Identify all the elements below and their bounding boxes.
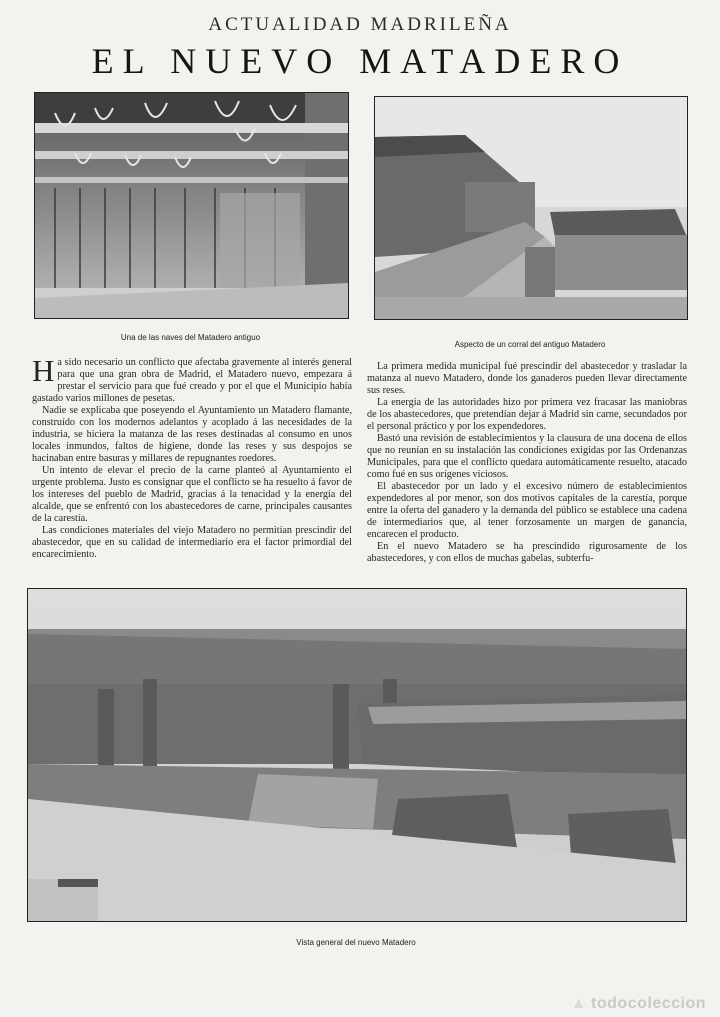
article-paragraph: En el nuevo Matadero se ha prescindido rigurosamente de los abastecedores, y con ellos de muchas gabelas, subterfu- bbox=[367, 541, 687, 564]
article-column-left bbox=[32, 353, 352, 561]
article-paragraph bbox=[32, 353, 352, 405]
dropcap: H bbox=[32, 353, 55, 388]
caption-new-slaughterhouse: Vista general del nuevo Matadero bbox=[296, 938, 416, 947]
photo-new-slaughterhouse bbox=[27, 588, 687, 922]
watermark-badge-icon: ▲ bbox=[570, 995, 588, 1012]
article-paragraph: Bastó una revisión de establecimientos y la clausura de una docena de ellos que no reunían en su instalación las condiciones exigidas por las Ordenanzas Municipales, para que el conflicto quedara automáticamente resuelto, atacado como fué en sus orígenes viciosos. bbox=[367, 433, 687, 480]
caption-old-corral: Aspecto de un corral del antiguo Matadero bbox=[454, 340, 606, 349]
caption-old-hall: Una de las naves del Matadero antiguo bbox=[120, 333, 261, 342]
photo-old-hall bbox=[34, 92, 349, 319]
article-paragraph-text: a sido necesario un conflicto que afectaba gravemente al interés general para que una gran obra de Madrid, el Matadero nuevo, empezara á prestar el servicio para que fué creado y por el que el Municipio había gastado varios millones de pesetas. bbox=[32, 357, 352, 404]
article-paragraph: Las condiciones materiales del viejo Matadero no permitían prescindir del abastecedor, que en su calidad de intermediario era el factor primordial del encarecimiento. bbox=[32, 525, 352, 560]
page-title: EL NUEVO MATADERO bbox=[91, 41, 629, 81]
article-paragraph: La primera medida municipal fué prescindir del abastecedor y trasladar la matanza al nuevo Matadero, donde los ganaderos pueden llevar directamente sus reses. bbox=[367, 361, 687, 396]
article-paragraph: Un intento de elevar el precio de la carne planteó al Ayuntamiento el urgente problema. Justo es consignar que el conflicto se ha resuelto á favor de los intereses del pueblo de Madrid, gracias á la tenacidad y la energía del alcalde, que se enfrentó con los abastecedores de carne, principales causantes de la carestía. bbox=[32, 465, 352, 524]
watermark bbox=[571, 995, 706, 1013]
section-kicker: ACTUALIDAD MADRILEÑA bbox=[208, 14, 512, 35]
article-paragraph: El abastecedor por un lado y el excesivo número de establecimientos expendedores al por menor, son dos motivos capitales de la carestía, porque entre la oferta del ganadero y la demanda del público se establece una cadena de intermediarios que, al tener forzosamente un margen de ganancia, encarecen el producto. bbox=[367, 481, 687, 540]
watermark-text: todocoleccion bbox=[591, 995, 706, 1012]
article-paragraph: La energía de las autoridades hizo por primera vez fracasar las maniobras de los abastecedores, que pretendían dejar á Madrid sin carne, secundados por el personal práctico y por los expendedores. bbox=[367, 397, 687, 432]
article-paragraph: Nadie se explicaba que poseyendo el Ayuntamiento un Matadero flamante, construído con los modernos adelantos y acoplado á las necesidades de la industria, se hiciera la matanza de las reses destinadas al consumo en unos locales inmundos, faltos de higiene, donde las reses y sus despojos se hacinaban entre basuras y millares de repugnantes roedores. bbox=[32, 405, 352, 464]
photo-old-corral bbox=[374, 96, 688, 320]
article-column-right bbox=[367, 361, 687, 565]
